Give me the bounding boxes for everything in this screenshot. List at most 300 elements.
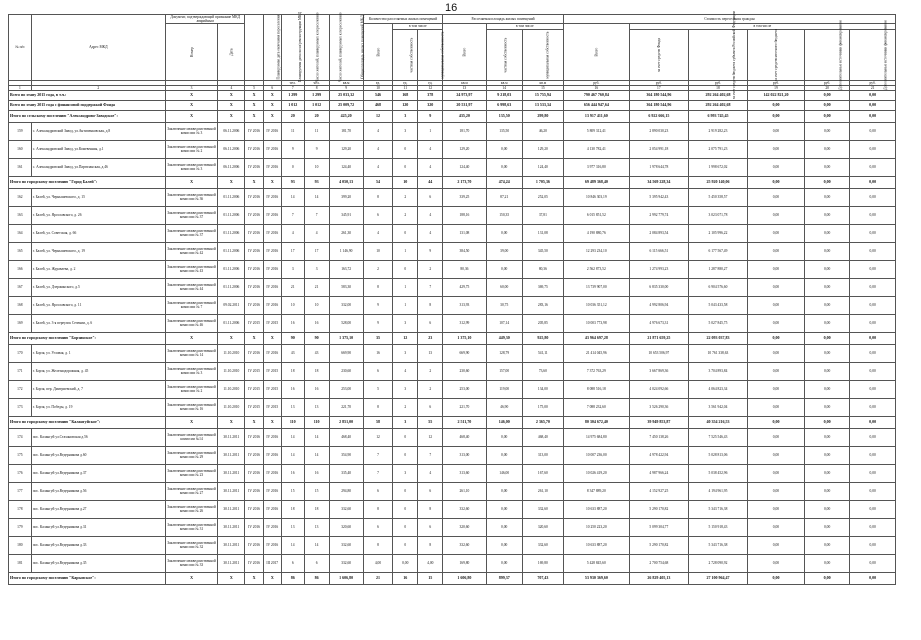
- table-cell: 0,00: [804, 483, 849, 501]
- table-cell: 5 428 845,60: [563, 555, 629, 573]
- header-num: № п/п: [9, 15, 32, 81]
- table-cell: 0,00: [804, 537, 849, 555]
- table-cell: 5 290 170,82: [629, 501, 688, 519]
- column-number: 15: [522, 85, 563, 90]
- table-cell: 39 949 853,87: [629, 417, 688, 429]
- table-cell: 1 299: [281, 91, 304, 101]
- table-cell: Заключение межведомственной комиссии № 36: [165, 189, 217, 207]
- table-cell: 583,30: [329, 279, 363, 297]
- table-cell: 129,20: [522, 141, 563, 159]
- table-cell: 0,00: [850, 537, 896, 555]
- table-cell: 16: [393, 573, 418, 585]
- table-cell: 10 036 351,12: [563, 297, 629, 315]
- table-cell: Заключение межведомственной комиссии № 23: [165, 465, 217, 483]
- table-cell: 9: [304, 141, 329, 159]
- table-cell: Заключение межведомственной комиссии № 3: [165, 123, 217, 141]
- table-cell: 162: [9, 189, 32, 207]
- table-cell: 0,00: [850, 573, 896, 585]
- subtotal-row: [9, 417, 896, 429]
- table-cell: Заключение межведомственной комиссии № 3: [165, 363, 217, 381]
- table-cell: 0,00: [850, 207, 896, 225]
- table-cell: 0,00: [804, 159, 849, 177]
- table-cell: Заключение межведомственной комиссии № 2: [165, 381, 217, 399]
- table-cell: 169,80: [443, 555, 486, 573]
- table-cell: 12 293 234,10: [563, 243, 629, 261]
- table-cell: 2 700 754,68: [629, 555, 688, 573]
- table-cell: 6: [418, 519, 443, 537]
- table-cell: 175: [9, 447, 32, 465]
- table-cell: IV 2015: [263, 381, 281, 399]
- table-cell: пос. Калангуй ул.Ведерникова д.27: [31, 501, 165, 519]
- table-cell: 0,00: [850, 345, 896, 363]
- table-cell: 2: [418, 363, 443, 381]
- table-cell: 01.11.2006: [218, 315, 245, 333]
- header-residents: Число жителей, планируемых к переселению: [281, 15, 304, 81]
- table-cell: 0: [393, 225, 418, 243]
- table-cell: X: [263, 91, 281, 101]
- table-cell: 10: [363, 243, 393, 261]
- table-cell: 120: [393, 101, 418, 111]
- table-cell: 124,40: [329, 159, 363, 177]
- table-cell: IV 2016: [245, 297, 263, 315]
- table-cell: 1 375,10: [329, 333, 363, 345]
- table-cell: 354,90: [329, 447, 363, 465]
- table-cell: 294,80: [329, 483, 363, 501]
- table-cell: 80 304 672,40: [563, 417, 629, 429]
- table-cell: 16: [363, 345, 393, 363]
- table-cell: 364 180 544,96: [629, 101, 688, 111]
- table-cell: 313,93: [443, 297, 486, 315]
- header-area-municipal: муниципальная собственность: [522, 29, 563, 80]
- table-cell: 15: [304, 483, 329, 501]
- table-cell: 6: [418, 399, 443, 417]
- table-cell: 2 992 779,74: [629, 207, 688, 225]
- table-cell: 364 180 544,96: [629, 91, 688, 101]
- table-cell: 135,50: [486, 123, 522, 141]
- table-cell: 4: [304, 225, 329, 243]
- table-cell: 4 987 966,24: [629, 465, 688, 483]
- column-number: 21: [850, 85, 896, 90]
- table-cell: 1: [393, 297, 418, 315]
- table-cell: 14: [304, 189, 329, 207]
- table-cell: 1 705,36: [522, 177, 563, 189]
- table-cell: 899,37: [486, 573, 522, 585]
- table-cell: 205,85: [522, 315, 563, 333]
- table-cell: 299,80: [522, 111, 563, 123]
- table-cell: Заключение межведомственной комиссии №14: [165, 429, 217, 447]
- table-cell: 0,00: [748, 417, 805, 429]
- table-cell: 54: [363, 177, 393, 189]
- header-doc-date: Дата: [218, 24, 245, 80]
- table-cell: 0,00: [804, 573, 849, 585]
- table-cell: 0,00: [748, 429, 805, 447]
- table-cell: 0,00: [748, 537, 805, 555]
- table-cell: 2 075 791,23: [688, 141, 747, 159]
- table-cell: 14: [304, 447, 329, 465]
- table-cell: 175,00: [522, 399, 563, 417]
- table-cell: 3: [393, 111, 418, 123]
- table-cell: 369,75: [522, 279, 563, 297]
- table-cell: 669,90: [443, 345, 486, 363]
- table-cell: 0,00: [850, 417, 896, 429]
- table-cell: 0,00: [486, 483, 522, 501]
- table-cell: 06.11.2006: [218, 141, 245, 159]
- table-cell: 14: [281, 537, 304, 555]
- table-cell: 110: [281, 417, 304, 429]
- table-cell: 2 173,70: [443, 177, 486, 189]
- table-cell: 4,00: [363, 555, 393, 573]
- table-cell: X: [263, 417, 281, 429]
- table-cell: 0: [393, 537, 418, 555]
- table-cell: Заключение межведомственной комиссии № 37: [165, 207, 217, 225]
- table-row: [9, 399, 896, 417]
- table-cell: 178: [9, 501, 32, 519]
- table-cell: 541,11: [522, 345, 563, 363]
- table-cell: 1: [418, 123, 443, 141]
- table-cell: 44: [418, 177, 443, 189]
- table-cell: 0,00: [804, 333, 849, 345]
- table-cell: 30.11.2011: [218, 483, 245, 501]
- table-cell: 261,10: [443, 483, 486, 501]
- table-cell: 0,00: [804, 297, 849, 315]
- table-cell: 150,35: [486, 207, 522, 225]
- table-cell: 0,00: [486, 519, 522, 537]
- table-cell: 425,20: [329, 111, 363, 123]
- table-cell: 131,08: [443, 225, 486, 243]
- table-cell: 11.10.2010: [218, 381, 245, 399]
- header-extra-2: Дополнительные источники финансирования: [850, 29, 896, 80]
- table-cell: 13 739 907,00: [563, 279, 629, 297]
- table-cell: 180: [9, 537, 32, 555]
- header-planned-demolition: Планируемая дата сноса/реконструкции МКД: [263, 15, 281, 81]
- table-cell: 1 606,80: [329, 573, 363, 585]
- table-cell: 21: [281, 279, 304, 297]
- table-cell: Заключение межведомственной комиссии № 2: [165, 141, 217, 159]
- table-cell: X: [218, 177, 245, 189]
- table-cell: 0,00: [850, 261, 896, 279]
- table-cell: 13: [281, 519, 304, 537]
- table-cell: 119,00: [486, 381, 522, 399]
- table-cell: 129,20: [443, 141, 486, 159]
- table-cell: IV 2015: [245, 381, 263, 399]
- table-cell: 8: [363, 399, 393, 417]
- table-cell: 09.02.2011: [218, 297, 245, 315]
- table-cell: 0,00: [804, 345, 849, 363]
- table-cell: 4 064 823,34: [688, 381, 747, 399]
- table-cell: IV 2016: [263, 123, 281, 141]
- table-cell: 3: [281, 261, 304, 279]
- table-cell: г. Балей, ул. Ярославского, д. 26: [31, 207, 165, 225]
- table-cell: X: [165, 111, 217, 123]
- table-cell: IV 2016: [263, 537, 281, 555]
- table-cell: Заключение межведомственной комиссии № 3: [165, 159, 217, 177]
- table-cell: 5 343 716,38: [688, 537, 747, 555]
- table-cell: 0,00: [850, 483, 896, 501]
- table-cell: 0,00: [850, 399, 896, 417]
- table-cell: 8 347 889,20: [563, 483, 629, 501]
- table-cell: 8: [418, 537, 443, 555]
- table-cell: IV 2015: [263, 399, 281, 417]
- table-cell: 252,05: [522, 189, 563, 207]
- table-cell: Итого по городскому поселению "Карымское":: [9, 573, 166, 585]
- table-cell: 7 450 138,26: [629, 429, 688, 447]
- table-cell: IV 2016: [263, 189, 281, 207]
- column-number: 19: [748, 85, 805, 90]
- table-cell: 3: [304, 261, 329, 279]
- table-cell: 4: [363, 159, 393, 177]
- table-cell: Заключение межведомственной комиссии № 29: [165, 447, 217, 465]
- table-cell: 5 450 358,57: [688, 189, 747, 207]
- table-cell: г. Балей, ул. Дзержинского, д.5: [31, 279, 165, 297]
- table-cell: 10 846 303,19: [563, 189, 629, 207]
- table-cell: 90: [304, 333, 329, 345]
- table-cell: IV 2016: [245, 465, 263, 483]
- table-cell: 14: [281, 429, 304, 447]
- table-cell: пос. Калангуй ул.Ведерникова д.56: [31, 483, 165, 501]
- table-cell: IV 2016: [245, 429, 263, 447]
- table-cell: X: [245, 573, 263, 585]
- table-cell: 16: [304, 381, 329, 399]
- table-cell: 4 194 961,95: [688, 483, 747, 501]
- table-cell: 13: [418, 345, 443, 363]
- table-cell: 18: [304, 363, 329, 381]
- table-cell: 332,60: [443, 501, 486, 519]
- table-cell: IV 2016: [245, 501, 263, 519]
- table-cell: 10: [281, 297, 304, 315]
- table-cell: 17: [304, 243, 329, 261]
- table-cell: 4: [418, 207, 443, 225]
- table-cell: 0,00: [748, 519, 805, 537]
- table-cell: 0,00: [748, 141, 805, 159]
- table-cell: г. Балей, ул. Ярославского, д. 11: [31, 297, 165, 315]
- subtotal-row: [9, 333, 896, 345]
- table-cell: 1 012: [281, 101, 304, 111]
- table-cell: 160: [9, 141, 32, 159]
- table-cell: 0,00: [850, 225, 896, 243]
- table-cell: 142 022 821,20: [748, 91, 805, 101]
- table-cell: 0,00: [748, 333, 805, 345]
- table-cell: 345,91: [329, 207, 363, 225]
- table-cell: 15 755,94: [522, 91, 563, 101]
- table-row: [9, 363, 896, 381]
- table-cell: 332,60: [443, 537, 486, 555]
- table-cell: Всего по этапу 2015 года с финансовой поддержкой Фонда: [9, 101, 166, 111]
- table-cell: 0,00: [486, 225, 522, 243]
- table-cell: 0,00: [486, 159, 522, 177]
- table-cell: 16: [304, 315, 329, 333]
- table-cell: 4 978 422,94: [629, 447, 688, 465]
- table-cell: 0,00: [804, 399, 849, 417]
- header-area-incl: в том числе: [486, 24, 563, 29]
- table-cell: 21: [304, 279, 329, 297]
- table-cell: 320,60: [443, 519, 486, 537]
- table-cell: 332,00: [329, 297, 363, 315]
- table-cell: 15: [418, 573, 443, 585]
- table-cell: 43: [304, 345, 329, 363]
- table-cell: 1 274 993,23: [629, 261, 688, 279]
- table-cell: 6: [418, 483, 443, 501]
- table-cell: 332,60: [329, 555, 363, 573]
- table-cell: 4: [363, 225, 393, 243]
- table-cell: 170: [9, 345, 32, 363]
- table-cell: IV 2016: [245, 447, 263, 465]
- header-count-total: Всего: [363, 24, 393, 80]
- table-cell: 0: [393, 519, 418, 537]
- table-cell: IV 2016: [245, 537, 263, 555]
- table-cell: 172: [9, 381, 32, 399]
- table-cell: 8 088 516,18: [563, 381, 629, 399]
- table-cell: 20 531,97: [443, 101, 486, 111]
- table-cell: пос. Калангуй ул.Ведерникова д.37: [31, 465, 165, 483]
- table-cell: 0,00: [748, 483, 805, 501]
- table-cell: 8: [418, 297, 443, 315]
- table-cell: 6 998,63: [486, 101, 522, 111]
- table-cell: 6: [418, 189, 443, 207]
- table-cell: 313,00: [443, 447, 486, 465]
- table-cell: 468,40: [329, 429, 363, 447]
- table-cell: 3 977 316,80: [563, 159, 629, 177]
- table-cell: 4 050,13: [329, 177, 363, 189]
- table-cell: 1 978 644,78: [629, 159, 688, 177]
- table-cell: 27 100 964,47: [688, 573, 747, 585]
- table-cell: 7 525 546,43: [688, 429, 747, 447]
- table-cell: 169,80: [522, 555, 563, 573]
- table-row: [9, 207, 896, 225]
- table-cell: X: [245, 417, 263, 429]
- table-cell: Заключение межведомственной комиссии № 27: [165, 483, 217, 501]
- table-cell: 0,00: [804, 111, 849, 123]
- table-cell: 0: [281, 159, 304, 177]
- table-cell: 10 003 773,98: [563, 315, 629, 333]
- table-cell: 11: [304, 123, 329, 141]
- table-cell: 230,60: [329, 363, 363, 381]
- table-cell: X: [263, 573, 281, 585]
- header-count-incl: в том числе: [393, 24, 443, 29]
- table-cell: 0,00: [748, 315, 805, 333]
- table-cell: 5 395 942,43: [629, 189, 688, 207]
- table-cell: IV 2016: [245, 345, 263, 363]
- header-area-group: Расселяемая площадь жилых помещений: [443, 15, 564, 24]
- table-cell: 35: [363, 333, 393, 345]
- column-number: 13: [443, 85, 486, 90]
- table-cell: X: [218, 101, 245, 111]
- column-number: 7: [281, 85, 304, 90]
- column-number: 17: [629, 85, 688, 90]
- table-cell: Итого по городскому поселению "Город Балей":: [9, 177, 166, 189]
- table-cell: 181,70: [329, 123, 363, 141]
- table-cell: 0,00: [850, 555, 896, 573]
- table-cell: 0,00: [804, 207, 849, 225]
- subtotal-row: [9, 573, 896, 585]
- table-cell: 253,00: [443, 381, 486, 399]
- table-cell: 14: [304, 537, 329, 555]
- table-cell: 0,00: [850, 91, 896, 101]
- table-cell: 25 920 140,06: [688, 177, 747, 189]
- table-cell: 01.11.2006: [218, 261, 245, 279]
- table-cell: 2 084 893,54: [629, 225, 688, 243]
- table-cell: 1 998 672,02: [688, 159, 747, 177]
- table-cell: 13 917 411,60: [563, 111, 629, 123]
- table-cell: 9: [418, 243, 443, 261]
- table-cell: 16: [304, 465, 329, 483]
- table-cell: 8: [363, 189, 393, 207]
- table-cell: с. Александровский Завод, ул.Партизанская, д.46: [31, 159, 165, 177]
- table-cell: 0,00: [748, 363, 805, 381]
- table-cell: 339,25: [443, 189, 486, 207]
- column-number: 18: [688, 85, 747, 90]
- table-cell: 0,00: [748, 399, 805, 417]
- table-cell: 7: [363, 447, 393, 465]
- table-cell: 177: [9, 483, 32, 501]
- table-cell: 0,00: [850, 141, 896, 159]
- table-cell: 26 829 405,13: [629, 573, 688, 585]
- header-total-area: Общая площадь жилых помещений МКД: [329, 15, 363, 81]
- table-cell: 30,75: [486, 297, 522, 315]
- table-cell: 11.10.2010: [218, 399, 245, 417]
- table-cell: 2 851,00: [329, 417, 363, 429]
- header-cost-group: Стоимость переселения граждан: [563, 15, 895, 24]
- table-cell: 221,70: [329, 399, 363, 417]
- table-cell: IV 2016: [263, 225, 281, 243]
- table-cell: 0,00: [850, 363, 896, 381]
- table-cell: 6 922 666,15: [629, 111, 688, 123]
- column-number: 12: [418, 85, 443, 90]
- table-cell: Итого по сельскому поселению "Александрово-Заводское":: [9, 111, 166, 123]
- table-cell: X: [245, 91, 263, 101]
- page-number: 16: [445, 2, 458, 14]
- table-cell: 5 028 813,06: [688, 447, 747, 465]
- table-cell: 7: [304, 207, 329, 225]
- table-cell: 22 093 037,83: [688, 333, 747, 345]
- table-cell: 10 761 338,63: [688, 345, 747, 363]
- table-cell: 55: [418, 417, 443, 429]
- table-cell: 2: [418, 261, 443, 279]
- table-cell: Итого по городскому поселению "Борзинское":: [9, 333, 166, 345]
- table-cell: 6 015 851,52: [563, 207, 629, 225]
- table-cell: 3: [393, 345, 418, 363]
- table-cell: 01.11.2006: [218, 243, 245, 261]
- table-cell: г. Борзя, пер. Дмитриевский, д. 7: [31, 381, 165, 399]
- table-cell: X: [263, 101, 281, 111]
- table-cell: Итого по городскому поселению "Калангуйское":: [9, 417, 166, 429]
- table-cell: IV 2016: [245, 519, 263, 537]
- table-body: [9, 91, 896, 585]
- table-cell: 93: [281, 177, 304, 189]
- table-cell: 06.11.2006: [218, 159, 245, 177]
- table-cell: 6: [304, 555, 329, 573]
- table-cell: 18: [281, 363, 304, 381]
- table-cell: 253,00: [329, 381, 363, 399]
- column-number: 20: [804, 85, 849, 90]
- table-cell: 8: [363, 537, 393, 555]
- table-cell: 0,00: [486, 555, 522, 573]
- table-cell: IV 2016: [263, 159, 281, 177]
- table-cell: X: [263, 111, 281, 123]
- table-cell: 134,00: [522, 381, 563, 399]
- table-cell: 46,20: [522, 123, 563, 141]
- table-cell: 6 904 576,60: [688, 279, 747, 297]
- header-area-total: Всего: [443, 24, 486, 80]
- table-row: [9, 225, 896, 243]
- table-cell: 7: [281, 207, 304, 225]
- table-cell: 87,21: [486, 189, 522, 207]
- table-cell: 468: [363, 101, 393, 111]
- table-cell: 3 023 071,78: [688, 207, 747, 225]
- table-row: [9, 159, 896, 177]
- subtotal-row: [9, 177, 896, 189]
- table-cell: 0,00: [804, 315, 849, 333]
- table-cell: 4: [393, 363, 418, 381]
